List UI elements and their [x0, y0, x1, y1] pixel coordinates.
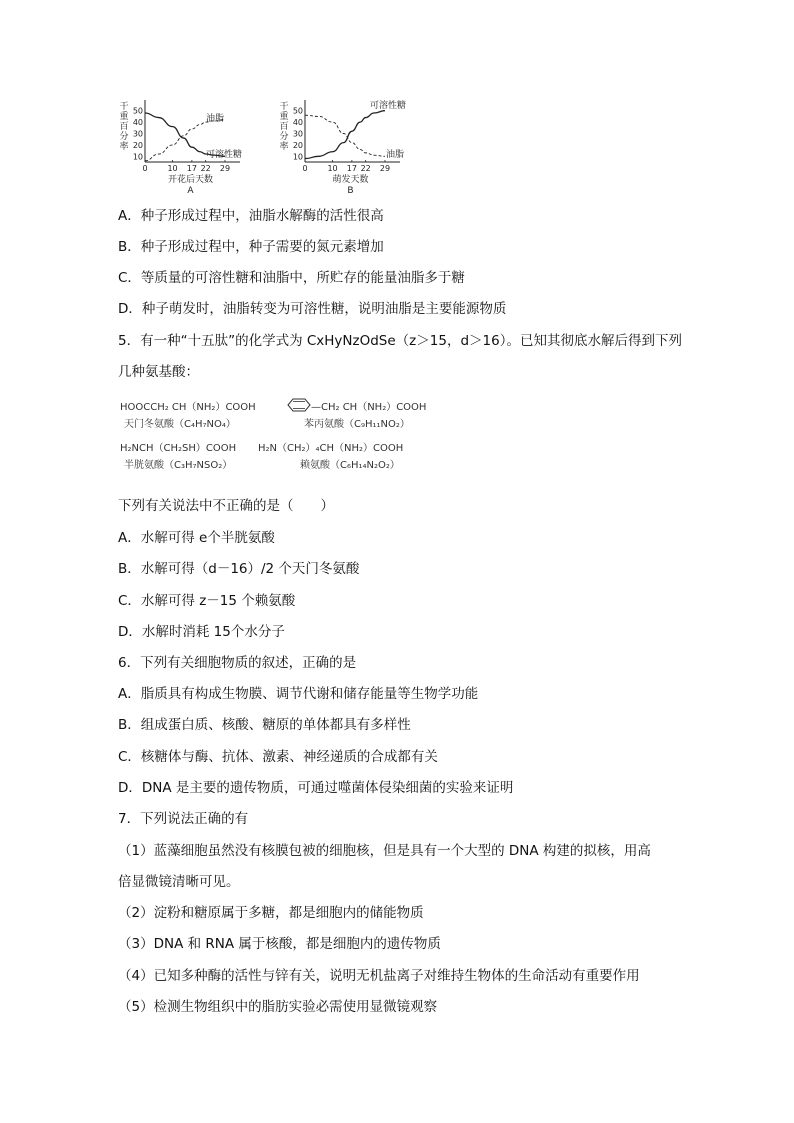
q4-option-d: D．种子萌发时，油脂转变为可溶性糖，说明油脂是主要能源物质 — [118, 301, 507, 317]
y-axis-label-char: 重 — [279, 112, 289, 122]
x-tick-label: 29 — [379, 164, 391, 173]
aa-cysteine-name: 半胱氨酸（C₃H₇NSO₂） — [124, 460, 233, 471]
q4-option-b: B．种子形成过程中，种子需要的氮元素增加 — [118, 239, 384, 255]
x-tick-label: 22 — [200, 164, 211, 173]
aa-phenylalanine-name: 苯丙氨酸（C₉H₁₁NO₂） — [304, 419, 410, 430]
panel-label: B — [347, 186, 354, 196]
q7-item-5: （5）检测生物组织中的脂肪实验必需使用显微镜观察 — [118, 999, 438, 1015]
q6-stem: 6．下列有关细胞物质的叙述，正确的是 — [118, 655, 357, 671]
y-axis-label-char: 百 — [119, 122, 129, 132]
x-axis-label: 开花后天数 — [167, 175, 214, 185]
chart-b-svg — [278, 95, 418, 200]
q5-stem-1: 5．有一种“十五肽”的化学式为 CxHyNzOdSe（z＞15，d＞16）。已知其彻底水解后得到下列 — [118, 333, 682, 349]
chart-a-svg — [118, 95, 258, 200]
series-line-dashed — [305, 115, 385, 156]
x-tick-label: 0 — [302, 164, 308, 173]
y-tick-label: 30 — [292, 129, 303, 139]
y-tick-label: 50 — [292, 106, 303, 116]
q7-item-3: （3）DNA 和 RNA 属于核酸，都是细胞内的遗传物质 — [118, 936, 441, 952]
series-label: 油脂 — [206, 114, 225, 124]
q5-option-d: D．水解时消耗 15个水分子 — [118, 624, 285, 640]
y-tick-label: 10 — [132, 152, 143, 162]
q7-stem: 7．下列说法正确的有 — [118, 811, 249, 827]
series-label: 可溶性糖 — [370, 101, 407, 111]
x-tick-label: 17 — [186, 164, 197, 173]
chart-b — [278, 95, 418, 200]
y-axis-label-char: 分 — [279, 132, 289, 142]
x-tick-label: 22 — [360, 164, 371, 173]
q5-option-c: C．水解可得 z－15 个赖氨酸 — [118, 593, 296, 609]
x-axis-label: 萌发天数 — [332, 175, 369, 185]
q7-item-2: （2）淀粉和糖原属于多糖，都是细胞内的储能物质 — [118, 905, 424, 921]
y-axis-label-char: 分 — [119, 132, 129, 142]
aa-phenylalanine-formula: —CH₂ CH（NH₂）COOH — [311, 402, 427, 413]
y-axis-label-char: 率 — [279, 142, 289, 152]
q5-question: 下列有关说法中不正确的是（ ） — [118, 498, 334, 514]
y-tick-label: 10 — [292, 152, 303, 162]
q6-option-c: C．核糖体与酶、抗体、激素、神经递质的合成都有关 — [118, 749, 438, 765]
aa-lysine-name: 赖氨酸（C₆H₁₄N₂O₂） — [300, 460, 400, 471]
y-axis-label-char: 干 — [279, 102, 289, 112]
q5-option-a: A．水解可得 e个半胱氨酸 — [118, 530, 275, 546]
y-tick-label: 50 — [132, 106, 143, 116]
aa-aspartate-name: 天门冬氨酸（C₄H₇NO₄） — [124, 419, 236, 430]
y-tick-label: 20 — [292, 140, 303, 150]
y-axis-label-char: 百 — [279, 122, 289, 132]
y-axis-label-char: 干 — [119, 102, 129, 112]
y-tick-label: 30 — [132, 129, 143, 139]
q6-option-a: A．脂质具有构成生物膜、调节代谢和储存能量等生物学功能 — [118, 686, 479, 702]
series-line-solid — [305, 111, 385, 159]
q4-option-c: C．等质量的可溶性糖和油脂中，所贮存的能量油脂多于糖 — [118, 270, 465, 286]
y-axis-label-char: 率 — [119, 142, 129, 152]
y-tick-label: 40 — [132, 118, 143, 128]
series-label: 油脂 — [386, 150, 405, 160]
y-tick-label: 20 — [132, 140, 143, 150]
q7-item-4: （4）已知多种酶的活性与锌有关，说明无机盐离子对维持生物体的生命活动有重要作用 — [118, 968, 640, 984]
aa-lysine-formula: H₂N（CH₂）₄CH（NH₂）COOH — [258, 443, 404, 454]
x-tick-label: 10 — [327, 164, 338, 173]
y-axis-label-char: 重 — [119, 112, 129, 122]
q6-option-b: B．组成蛋白质、核酸、糖原的单体都具有多样性 — [118, 717, 411, 733]
q5-option-b: B．水解可得（d－16）/2 个天门冬氨酸 — [118, 561, 360, 577]
x-tick-label: 17 — [346, 164, 357, 173]
y-tick-label: 40 — [292, 118, 303, 128]
q6-option-d: D．DNA 是主要的遗传物质，可通过噬菌体侵染细菌的实验来证明 — [118, 780, 514, 796]
aa-aspartate-formula: HOOCCH₂ CH（NH₂）COOH — [120, 402, 256, 413]
x-tick-label: 10 — [167, 164, 178, 173]
panel-label: A — [187, 186, 194, 196]
q7-item-1-line-2: 倍显微镜清晰可见。 — [118, 874, 240, 890]
q4-option-a: A．种子形成过程中，油脂水解酶的活性很高 — [118, 208, 384, 224]
x-tick-label: 0 — [142, 164, 148, 173]
q5-stem-2: 几种氨基酸： — [118, 364, 199, 380]
series-label: 可溶性糖 — [206, 150, 243, 160]
x-tick-label: 29 — [219, 164, 231, 173]
aa-cysteine-formula: H₂NCH（CH₂SH）COOH — [120, 443, 237, 454]
q7-item-1-line-1: （1）蓝藻细胞虽然没有核膜包被的细胞核，但是具有一个大型的 DNA 构建的拟核，用高 — [118, 843, 651, 859]
chart-a — [118, 95, 258, 200]
